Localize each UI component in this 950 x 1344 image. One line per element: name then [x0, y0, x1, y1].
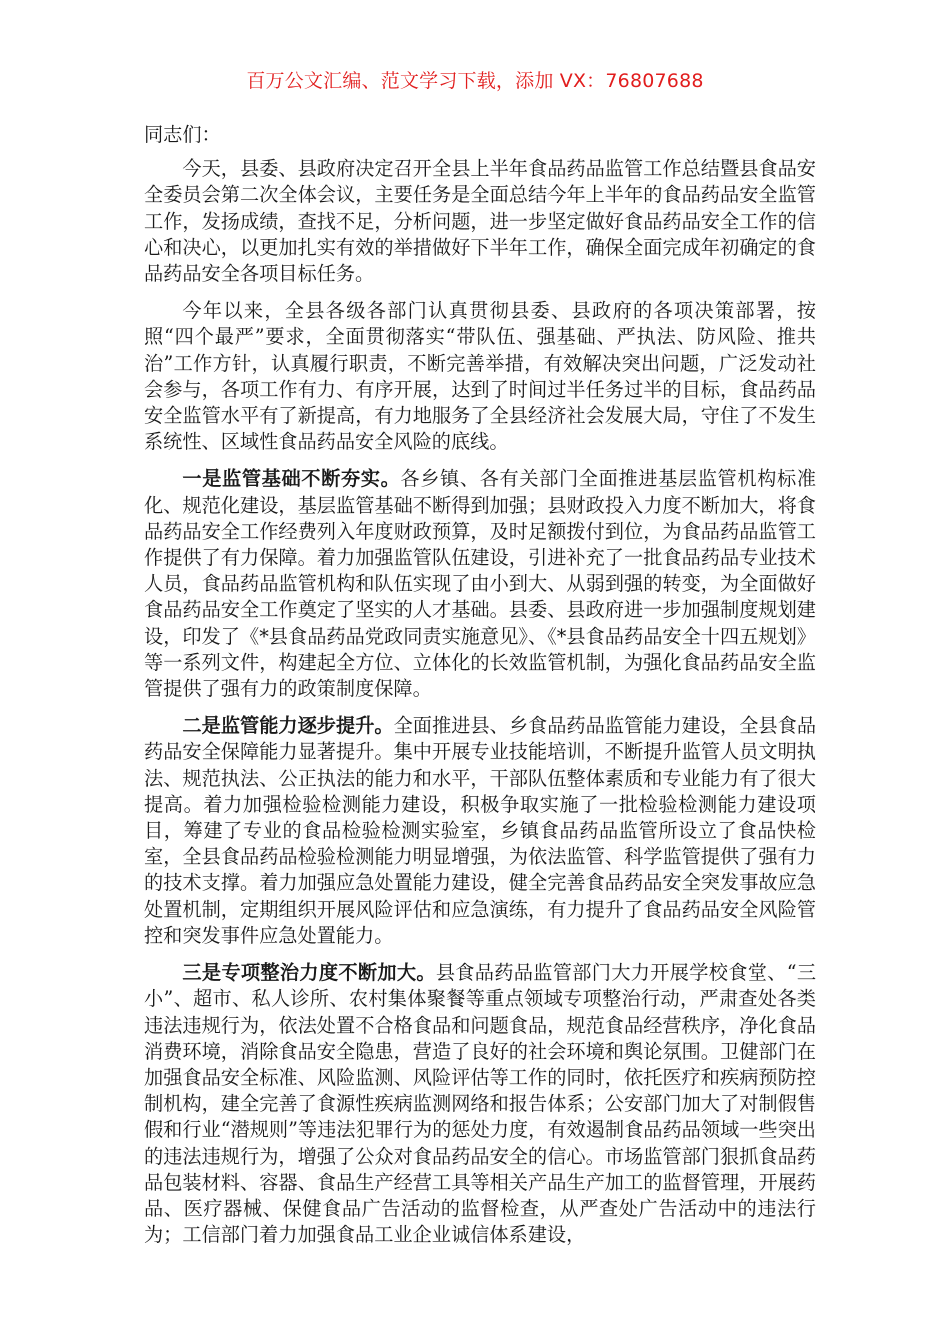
- paragraph-lead: 二是监管能力逐步提升。: [182, 714, 394, 738]
- document-body: [144, 122, 816, 1259]
- paragraph-point-one: [144, 466, 816, 702]
- paragraph-overview: [144, 298, 816, 455]
- paragraph-text: 县食品药品监管部门大力开展学校食堂、“三小”、超市、私人诊所、农村集体聚餐等重点领域专项整治行动，严肃查处各类违法违规行为，依法处置不合格食品和问题食品，规范食品经营秩序，净化食品消费环境，消除食品安全隐患，营造了良好的社会环境和舆论氛围。卫健部门在加强食品安全标准、风险监测、风险评估等工作的同时，依托医疗和疾病预防控制机构，建全完善了食源性疾病监测网络和报告体系；公安部门加大了对制假售假和行业“潜规则”等违法犯罪行为的惩处力度，有效遏制食品药品领域一些突出的违法违规行为，增强了公众对食品药品安全的信心。市场监管部门狠抓食品药品包装材料、容器、食品生产经营工具等相关产品生产加工的监督管理，开展药品、医疗器械、保健食品广告活动的监督检查，从严查处广告活动中的违法行为；工信部门着力加强食品工业企业诚信体系建设，: [144, 961, 817, 1247]
- paragraph-lead: 一是监管基础不断夯实。: [182, 467, 401, 491]
- paragraph-lead: 三是专项整治力度不断加大。: [182, 961, 436, 985]
- paragraph-text: 今天，县委、县政府决定召开全县上半年食品药品监管工作总结暨县食品安全委员会第二次全体会议，主要任务是全面总结今年上半年的食品药品安全监管工作，发扬成绩，查找不足，分析问题，进一步坚定做好食品药品安全工作的信心和决心，以更加扎实有效的举措做好下半年工作，确保全面完成年初确定的食品药品安全各项目标任务。: [144, 157, 816, 286]
- paragraph-text: 全面推进县、乡食品药品监管能力建设，全县食品药品安全保障能力显著提升。集中开展专业技能培训，不断提升监管人员文明执法、规范执法、公正执法的能力和水平，干部队伍整体素质和专业能力有了很大提高。着力加强检验检测能力建设，积极争取实施了一批检验检测能力建设项目，筹建了专业的食品检验检测实验室，乡镇食品药品监管所设立了食品快检室，全县食品药品检验检测能力明显增强，为依法监管、科学监管提供了强有力的技术支撑。着力加强应急处置能力建设，健全完善食品药品安全突发事故应急处置机制，定期组织开展风险评估和应急演练，有力提升了食品药品安全风险管控和突发事件应急处置能力。: [144, 714, 817, 947]
- paragraph-text: 今年以来，全县各级各部门认真贯彻县委、县政府的各项决策部署，按照“四个最严”要求，全面贯彻落实“带队伍、强基础、严执法、防风险、推共治”工作方针，认真履行职责，不断完善举措，有效解决突出问题，广泛发动社会参与，各项工作有力、有序开展，达到了时间过半任务过半的目标，食品药品安全监管水平有了新提高，有力地服务了全县经济社会发展大局，守住了不发生系统性、区域性食品药品安全风险的底线。: [144, 299, 816, 454]
- header-banner: 百万公文汇编、范文学习下载，添加 VX：76807688: [246, 70, 704, 92]
- salutation: 同志们：: [144, 123, 221, 146]
- paragraph-point-three: [144, 960, 816, 1248]
- paragraph-point-two: [144, 713, 816, 949]
- paragraph-text: 各乡镇、各有关部门全面推进基层监管机构标准化、规范化建设，基层监管基础不断得到加强；县财政投入力度不断加大，将食品药品安全工作经费列入年度财政预算，及时足额拨付到位，为食品药品监管工作提供了有力保障。着力加强监管队伍建设，引进补充了一批食品药品专业技术人员，食品药品监管机构和队伍实现了由小到大、从弱到强的转变，为全面做好食品药品安全工作奠定了坚实的人才基础。县委、县政府进一步加强制度规划建设，印发了《*县食品药品党政同责实施意见》、《*县食品药品安全十四五规划》等一系列文件，构建起全方位、立体化的长效监管机制，为强化食品药品安全监管提供了强有力的政策制度保障。: [144, 467, 817, 701]
- paragraph-intro: [144, 156, 816, 287]
